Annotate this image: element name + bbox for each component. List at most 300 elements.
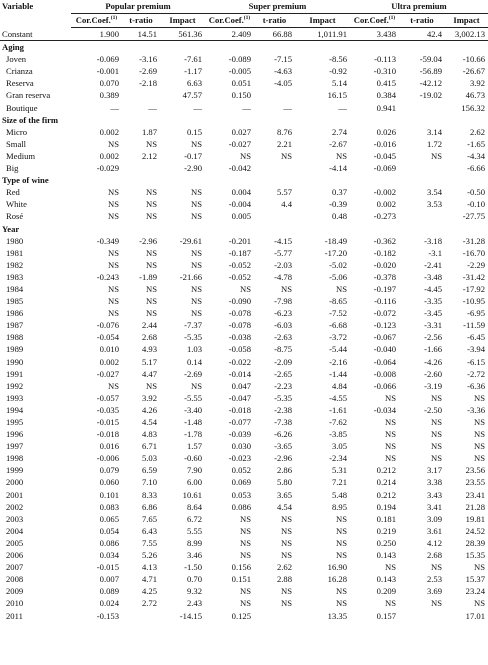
table-cell: 0.002: [99, 126, 119, 137]
table-row: [0, 28, 488, 41]
table-cell: NS: [431, 453, 442, 464]
table-cell: 7.10: [141, 477, 157, 488]
table-cell: 5.80: [276, 477, 292, 488]
table-cell: 23.56: [465, 465, 485, 476]
table-row: [0, 65, 488, 77]
table-cell: -0.187: [228, 247, 251, 258]
table-cell: -0.022: [228, 356, 251, 367]
table-cell: 1.03: [186, 344, 202, 355]
table-cell: 5.17: [141, 356, 157, 367]
table-cell: NS: [385, 392, 396, 403]
table-row: [0, 464, 488, 476]
table-cell: -19.02: [419, 90, 442, 101]
table-cell: -2.69: [184, 368, 202, 379]
subheader-label: Cor.Coef.: [75, 15, 111, 25]
table-cell: NS: [108, 259, 119, 270]
table-cell: NS: [474, 429, 485, 440]
row-label: 1995: [6, 417, 24, 427]
table-cell: 1.72: [426, 138, 442, 149]
table-cell: NS: [108, 380, 119, 391]
table-cell: -0.029: [96, 163, 119, 174]
table-cell: -0.040: [373, 344, 396, 355]
table-cell: 2.43: [186, 598, 202, 609]
table-cell: -0.182: [373, 247, 396, 258]
table-cell: 2.68: [141, 332, 157, 343]
table-cell: -6.45: [467, 332, 485, 343]
table-cell: 0.70: [186, 574, 202, 585]
table-cell: [254, 89, 295, 101]
table-cell: -0.015: [96, 562, 119, 573]
table-cell: 0.086: [231, 501, 251, 512]
table-cell: -0.006: [96, 453, 119, 464]
table-cell: -2.41: [424, 259, 442, 270]
table-cell: NS: [146, 199, 157, 210]
table-row: [0, 77, 488, 89]
table-cell: -1.89: [139, 271, 157, 282]
table-row: [0, 283, 488, 295]
table-cell: -0.064: [373, 356, 396, 367]
table-cell: -0.005: [228, 66, 251, 77]
table-cell: -0.039: [228, 429, 251, 440]
table-cell: -0.066: [373, 380, 396, 391]
subheader-label: Cor.Coef.: [208, 15, 244, 25]
table-cell: 0.024: [99, 598, 119, 609]
row-label: 2005: [6, 537, 24, 548]
table-cell: NS: [240, 150, 251, 161]
table-cell: 10.61: [182, 489, 202, 500]
table-cell: 5.31: [331, 465, 347, 476]
table-cell: NS: [108, 199, 119, 210]
table-cell: NS: [281, 150, 292, 161]
table-cell: [399, 162, 445, 174]
table-cell: 4.4: [281, 199, 292, 210]
table-row: [0, 295, 488, 307]
variable-header: Variable: [2, 1, 34, 11]
table-row: [0, 416, 488, 428]
impact-header: [295, 14, 350, 28]
table-cell: 0.125: [231, 610, 251, 621]
table-cell: —: [242, 102, 251, 113]
row-label: 2002: [6, 501, 24, 512]
table-cell: 0.002: [376, 199, 396, 210]
row-label: 1994: [6, 404, 24, 415]
table-cell: 46.73: [465, 90, 485, 101]
row-label: Medium: [6, 150, 36, 161]
table-row: [0, 476, 488, 488]
table-cell: 7.65: [141, 513, 157, 524]
table-cell: NS: [108, 296, 119, 307]
table-cell: NS: [281, 525, 292, 536]
table-cell: 0.48: [331, 211, 347, 222]
table-cell: -21.66: [179, 271, 202, 282]
table-cell: -3.65: [274, 441, 292, 452]
table-cell: 5.14: [331, 78, 347, 89]
subheader-row: [0, 14, 488, 28]
table-cell: -1.48: [184, 417, 202, 427]
row-label: Gran reserva: [6, 90, 51, 101]
footnote-marker: (1): [110, 15, 118, 22]
table-cell: -27.75: [462, 211, 485, 222]
table-cell: [399, 610, 445, 622]
table-cell: -0.067: [373, 332, 396, 343]
table-row: [0, 307, 488, 319]
table-row: [0, 513, 488, 525]
table-cell: -0.201: [228, 235, 251, 246]
table-cell: 7.55: [141, 537, 157, 548]
table-row: [0, 343, 488, 355]
table-cell: 4.26: [141, 404, 157, 415]
table-cell: -6.68: [329, 320, 347, 331]
table-row: [0, 404, 488, 416]
table-cell: NS: [336, 550, 347, 561]
table-cell: -2.09: [274, 356, 292, 367]
row-label: Small: [6, 138, 27, 149]
table-cell: NS: [474, 598, 485, 609]
table-cell: 4.93: [141, 344, 157, 355]
table-cell: 6.59: [141, 465, 157, 476]
table-cell: -5.02: [329, 259, 347, 270]
table-cell: NS: [191, 259, 202, 270]
table-cell: 2.86: [276, 465, 292, 476]
table-cell: 16.15: [327, 90, 347, 101]
table-cell: -0.052: [228, 271, 251, 282]
table-cell: —: [148, 102, 157, 113]
table-cell: -7.37: [184, 320, 202, 331]
table-cell: -3.16: [139, 54, 157, 65]
table-cell: 0.143: [376, 550, 396, 561]
table-row: [0, 331, 488, 343]
table-cell: 0.007: [99, 574, 119, 585]
table-cell: 3.14: [426, 126, 442, 137]
table-cell: 0.060: [99, 477, 119, 488]
row-label: 1993: [6, 392, 24, 403]
row-label: 1988: [6, 332, 24, 343]
table-cell: -17.92: [462, 283, 485, 294]
table-cell: -2.72: [467, 368, 485, 379]
table-cell: -0.153: [96, 610, 119, 621]
section-label: Type of wine: [2, 175, 49, 186]
table-row: [0, 537, 488, 549]
table-cell: -0.078: [228, 320, 251, 331]
table-cell: -0.92: [329, 66, 347, 77]
table-cell: 8.33: [141, 489, 157, 500]
table-cell: -10.95: [462, 296, 485, 307]
table-cell: -4.55: [329, 392, 347, 403]
cor-coef-header: [350, 14, 399, 28]
table-cell: 13.35: [327, 610, 347, 621]
table-cell: 4.12: [426, 537, 442, 548]
table-cell: 2.21: [276, 138, 292, 149]
table-row: [0, 271, 488, 283]
table-cell: 0.070: [99, 78, 119, 89]
table-cell: -3.19: [424, 380, 442, 391]
table-cell: 4.83: [141, 429, 157, 440]
table-cell: NS: [431, 150, 442, 161]
table-cell: —: [338, 102, 347, 113]
table-cell: 0.15: [186, 126, 202, 137]
table-cell: 17.01: [465, 610, 485, 621]
table-cell: -0.002: [373, 187, 396, 198]
table-cell: -0.001: [96, 66, 119, 77]
table-cell: 28.39: [465, 537, 485, 548]
table-row: [0, 380, 488, 392]
table-cell: [122, 162, 160, 174]
table-cell: 5.57: [276, 187, 292, 198]
cor-coef-header: [205, 14, 254, 28]
table-cell: —: [110, 102, 119, 113]
table-cell: NS: [240, 283, 251, 294]
table-cell: 9.32: [186, 586, 202, 597]
table-cell: -2.96: [139, 235, 157, 246]
table-cell: NS: [431, 417, 442, 427]
table-cell: 42.4: [399, 28, 445, 41]
table-cell: -0.054: [96, 332, 119, 343]
table-cell: -3.36: [467, 404, 485, 415]
table-cell: NS: [431, 441, 442, 452]
table-cell: 0.027: [231, 126, 251, 137]
table-cell: -0.038: [228, 332, 251, 343]
table-cell: 2.72: [141, 598, 157, 609]
table-cell: 4.54: [141, 417, 157, 427]
table-cell: -0.034: [373, 404, 396, 415]
table-cell: -0.045: [373, 150, 396, 161]
table-cell: 6.72: [186, 513, 202, 524]
table-cell: 2.88: [276, 574, 292, 585]
table-cell: 7.21: [331, 477, 347, 488]
table-cell: NS: [146, 296, 157, 307]
table-cell: 0.016: [99, 441, 119, 452]
table-cell: NS: [336, 525, 347, 536]
row-label: 1983: [6, 271, 24, 282]
table-cell: -5.44: [329, 344, 347, 355]
table-cell: 3.92: [141, 392, 157, 403]
table-cell: -0.069: [96, 54, 119, 65]
table-cell: -7.52: [329, 308, 347, 319]
row-label: 2009: [6, 586, 24, 597]
table-cell: NS: [385, 598, 396, 609]
table-cell: NS: [431, 562, 442, 573]
table-cell: -5.55: [184, 392, 202, 403]
table-cell: NS: [240, 586, 251, 597]
table-cell: 0.051: [231, 78, 251, 89]
table-cell: 0.151: [231, 574, 251, 585]
table-row: [0, 319, 488, 331]
table-cell: 0.002: [99, 150, 119, 161]
subheader-label: Impact: [309, 15, 336, 25]
table-cell: 5.48: [331, 489, 347, 500]
table-cell: 5.26: [141, 550, 157, 561]
table-cell: —: [283, 102, 292, 113]
table-cell: -3.40: [184, 404, 202, 415]
table-row: [0, 392, 488, 404]
t-ratio-header: [122, 14, 160, 28]
table-cell: 15.37: [465, 574, 485, 585]
impact-header: [160, 14, 205, 28]
table-cell: 15.35: [465, 550, 485, 561]
table-cell: -7.15: [274, 54, 292, 65]
table-cell: -2.23: [274, 380, 292, 391]
subheader-label: Impact: [453, 15, 480, 25]
row-label: Crianza: [6, 66, 33, 77]
table-cell: NS: [108, 308, 119, 319]
table-cell: 24.52: [465, 525, 485, 536]
row-label: 2010: [6, 598, 24, 609]
table-cell: -1.65: [467, 138, 485, 149]
table-cell: -3.45: [424, 308, 442, 319]
table-cell: -7.38: [274, 417, 292, 427]
table-cell: -0.023: [228, 453, 251, 464]
table-cell: -4.05: [274, 78, 292, 89]
row-label: 2008: [6, 574, 24, 585]
table-cell: NS: [385, 429, 396, 440]
table-cell: 0.209: [376, 586, 396, 597]
table-cell: 3.38: [426, 477, 442, 488]
table-cell: 3.46: [186, 550, 202, 561]
subheader-label: Impact: [169, 15, 196, 25]
table-cell: -8.65: [329, 296, 347, 307]
table-cell: -1.44: [329, 368, 347, 379]
table-cell: 2.62: [469, 126, 485, 137]
table-cell: -5.77: [274, 247, 292, 258]
t-ratio-header: [399, 14, 445, 28]
table-cell: -2.63: [274, 332, 292, 343]
table-cell: -4.26: [424, 356, 442, 367]
table-cell: 23.55: [465, 477, 485, 488]
table-cell: -3.1: [428, 247, 442, 258]
table-cell: [399, 102, 445, 114]
cor-coef-header: [71, 14, 122, 28]
table-cell: 0.079: [99, 465, 119, 476]
table-cell: -18.49: [324, 235, 347, 246]
section-row: [0, 174, 488, 186]
table-cell: 0.069: [231, 477, 251, 488]
table-row: [0, 102, 488, 114]
table-cell: -0.018: [228, 404, 251, 415]
table-cell: [254, 210, 295, 222]
table-cell: 4.47: [141, 368, 157, 379]
table-cell: NS: [336, 283, 347, 294]
table-cell: 21.28: [465, 501, 485, 512]
table-cell: 2.53: [426, 574, 442, 585]
table-cell: -2.90: [184, 163, 202, 174]
table-cell: -0.362: [373, 235, 396, 246]
table-row: [0, 440, 488, 452]
table-cell: -29.61: [179, 235, 202, 246]
table-cell: -0.378: [373, 271, 396, 282]
row-label: Boutique: [6, 102, 38, 113]
row-label: 1998: [6, 453, 24, 464]
table-cell: NS: [385, 441, 396, 452]
row-label: Big: [6, 163, 19, 174]
table-cell: -2.56: [424, 332, 442, 343]
table-cell: NS: [146, 259, 157, 270]
table-cell: 0.101: [99, 489, 119, 500]
table-row: [0, 356, 488, 368]
table-cell: 0.194: [376, 501, 396, 512]
row-label: 1989: [6, 344, 24, 355]
table-cell: [399, 210, 445, 222]
table-cell: NS: [336, 586, 347, 597]
table-cell: -2.16: [329, 356, 347, 367]
table-cell: 0.026: [376, 126, 396, 137]
table-cell: -3.18: [424, 235, 442, 246]
table-row: [0, 210, 488, 222]
table-row: [0, 150, 488, 162]
table-cell: 3.438: [350, 28, 399, 41]
impact-header: [445, 14, 488, 28]
table-row: [0, 585, 488, 597]
table-row: [0, 597, 488, 609]
table-cell: -0.052: [228, 259, 251, 270]
table-cell: NS: [240, 525, 251, 536]
table-cell: -0.072: [373, 308, 396, 319]
table-cell: NS: [281, 513, 292, 524]
table-cell: 3.17: [426, 465, 442, 476]
table-cell: -7.61: [184, 54, 202, 65]
row-label: 2007: [6, 562, 24, 573]
table-cell: -0.004: [228, 199, 251, 210]
table-cell: NS: [281, 550, 292, 561]
table-cell: 1.87: [141, 126, 157, 137]
table-cell: NS: [191, 380, 202, 391]
table-cell: -31.42: [462, 271, 485, 282]
section-label: Size of the firm: [2, 114, 59, 125]
table-cell: 0.941: [376, 102, 396, 113]
table-cell: 0.005: [231, 211, 251, 222]
table-cell: -8.75: [274, 344, 292, 355]
table-cell: -0.113: [374, 54, 396, 65]
table-cell: -0.057: [96, 392, 119, 403]
table-cell: NS: [281, 283, 292, 294]
table-cell: NS: [240, 513, 251, 524]
table-cell: 0.156: [231, 562, 251, 573]
table-cell: NS: [108, 138, 119, 149]
table-cell: 2.74: [331, 126, 347, 137]
table-cell: -3.35: [424, 296, 442, 307]
table-cell: -2.34: [329, 453, 347, 464]
table-cell: -2.65: [274, 368, 292, 379]
table-cell: NS: [474, 453, 485, 464]
table-cell: -0.076: [96, 320, 119, 331]
table-row: [0, 186, 488, 198]
table-cell: 3.65: [276, 489, 292, 500]
table-cell: 0.181: [376, 513, 396, 524]
table-cell: NS: [281, 598, 292, 609]
table-cell: 16.90: [327, 562, 347, 573]
table-cell: -7.98: [274, 296, 292, 307]
table-cell: -0.058: [228, 344, 251, 355]
table-cell: 561.36: [160, 28, 205, 41]
table-cell: 2.44: [141, 320, 157, 331]
table-cell: 14.51: [122, 28, 160, 41]
table-cell: -0.243: [96, 271, 119, 282]
table-cell: -10.66: [462, 54, 485, 65]
table-cell: NS: [191, 138, 202, 149]
table-row: [0, 501, 488, 513]
table-cell: 0.384: [376, 90, 396, 101]
table-cell: 8.76: [276, 126, 292, 137]
table-cell: -3.85: [329, 429, 347, 440]
table-cell: NS: [240, 550, 251, 561]
table-cell: NS: [146, 380, 157, 391]
table-cell: NS: [146, 247, 157, 258]
table-cell: 2.409: [205, 28, 254, 41]
table-cell: -0.50: [467, 187, 485, 198]
table-cell: -0.020: [373, 259, 396, 270]
table-cell: 5.55: [186, 525, 202, 536]
table-cell: 0.002: [99, 356, 119, 367]
table-cell: -6.03: [274, 320, 292, 331]
